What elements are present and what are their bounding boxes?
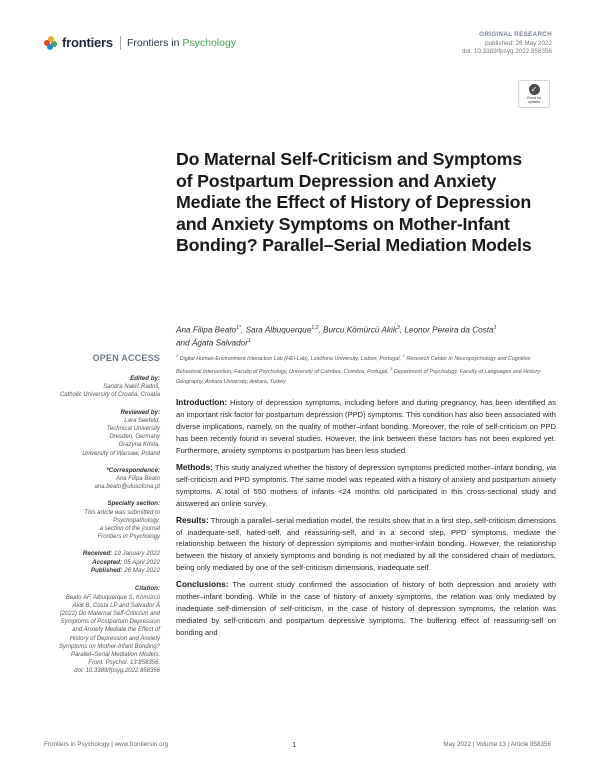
article-meta [462, 31, 552, 57]
check-for-updates-badge[interactable] [518, 80, 550, 108]
open-access-label: OPEN ACCESS [92, 353, 160, 363]
article-sidebar [20, 353, 160, 685]
bookmark-icon: ✓ [529, 84, 540, 95]
author-name[interactable]: Leonor Pereira da Costa [404, 325, 494, 335]
author-name[interactable]: Ágata Salvador [191, 339, 248, 349]
author-name[interactable]: Ana Filipa Beato [176, 325, 237, 335]
published-date: published: 26 May 2022 [485, 39, 552, 47]
footer-issue-info: May 2022 | Volume 13 | Article 858356 [443, 741, 551, 748]
author-name[interactable]: Burcu Kömürcü Akik [323, 325, 397, 335]
page-footer [44, 741, 551, 748]
author-list: Ana Filipa Beato$^{1*}$, Sara Albuquerque$^{1,2}$, Burcu Kömürcü Akik$^3$, Leonor Pereira da Costa$^1$ and Ágata Salvador$^1$ [176, 325, 497, 349]
abstract-conclusions: Conclusions: The current study confirmed the association of history of both depression and anxiety with mother–infant bonding. While in the case of history of anxiety symptoms, the relation was only mediated by inadequate self-dimension of self-criticism, in the case of history of depression symptoms, the relation was mediated by self-criticism and postpartum depressive symptoms. The buffering effect of reassuring-self on bonding and [176, 579, 556, 638]
reviewer-name[interactable]: Grazyna Kmita, [118, 442, 160, 449]
article-dates: Received: 19 January 2022 Accepted: 05 April 2022 Published: 26 May 2022 [82, 550, 160, 575]
abstract-results: Results: Through a parallel–serial mediation model, the results show that in a first step, self-criticism dimensions of inadequate-self, hated-self, and reassuring-self, and in a second step, PPD symptoms, mediate the relationship between the history of depression symptoms and mother-infant bonding. However, the relationship between the history of anxiety symptoms and bonding is not mediated by all the considered chain of mediators, being only mediated by one of the self-criticism dimensions, inadequate self. [176, 514, 556, 573]
frontiers-logo-icon [44, 36, 58, 50]
edited-by-section: Edited by: Sandra Nakić Radoš, Catholic University of Croatia, Croatia [20, 375, 160, 400]
frontiers-logo[interactable] [44, 35, 236, 50]
abstract [176, 397, 556, 644]
logo-divider [120, 36, 121, 50]
citation-doi[interactable]: doi: 10.3389/fpsyg.2022.858356 [74, 668, 160, 675]
correspondence-section: *Correspondence: Ana Filipa Beato ana.beato@ulusofona.pt [20, 467, 160, 492]
specialty-section: Specialty section: This article was submitted to Psychopathology, a section of the journal Frontiers in Psychology [84, 500, 160, 541]
abstract-introduction: Introduction: History of depression symptoms, including before and during pregnancy, has been identified as an important risk factor for postpartum depression (PPD) symptoms. This condition has also been associated with diverse implications, namely, on the quality of mother–infant bonding. Moreover, the role of self-criticism on PPD has been recently found in several studies. However, the link between these factors has not been explored yet. Furthermore, anxiety symptoms in postpartum has been less studied. [176, 397, 557, 455]
author-name[interactable]: Sara Albuquerque [245, 325, 312, 335]
article-type: ORIGINAL RESEARCH [479, 31, 552, 38]
article-title: Do Maternal Self-Criticism and Symptoms of Postpartum Depression and Anxiety Mediate the Effect of History of Depression and Anxiety Symptoms on Mother-Infant Bonding? Parallel–Serial Mediation Models [176, 149, 532, 255]
reviewer-name[interactable]: Lara Seefeld, [124, 417, 160, 424]
footer-journal-link[interactable]: Frontiers in Psychology | www.frontiersin.org [44, 741, 169, 748]
badge-label: Check for updates [526, 96, 542, 104]
doi[interactable]: doi: 10.3389/fpsyg.2022.858356 [462, 48, 552, 55]
brand-name: frontiers [62, 35, 113, 50]
reviewed-by-section: Reviewed by: Lara Seefeld, Technical University Dresden, Germany Grazyna Kmita, University of Warsaw, Poland [20, 409, 160, 458]
citation-section: Citation: Beato AF, Albuquerque S, Kömürcü Akik B, Costa LP and Salvador Á (2022) Do Maternal Self-Criticism and Symptoms of Postpartum Depression and Anxiety Mediate the Effect of History of Depression and Anxiety Symptoms on Mother-Infant Bonding? Parallel–Serial Mediation Models. Front. Psychol. 13:858356. doi: 10.3389/fpsyg.2022.858356 [20, 585, 160, 675]
abstract-methods: Methods: This study analyzed whether the history of depression symptoms predicted mother–infant bonding, via self-criticism and PPD symptoms. The same model was repeated with a history of anxiety and postpartum anxiety symptoms. A total of 550 mothers of infants <24 months old participated in this cross-sectional study and answered an online survey. [176, 461, 557, 508]
page-number: 1 [292, 740, 297, 749]
journal-name: Frontiers in Psychology [126, 36, 237, 49]
correspondence-email[interactable]: ana.beato@ulusofona.pt [94, 484, 160, 491]
affiliations: $^1$ Digital Human-Environment Interaction Lab (HEI-Lab), Lusófona University, Lisbon, Portugal, $^2$ Research Center in Neuropsychology and Cognitive Behavioral Intervention, Faculty of Psychology, University of Coimbra, Coimbra, Portugal, $^3$ Department of Psychology, Faculty of Languages and History-Geography, Ankara University, Ankara, Turkey [176, 353, 542, 385]
editor-name[interactable]: Sandra Nakić Radoš, [103, 384, 160, 391]
